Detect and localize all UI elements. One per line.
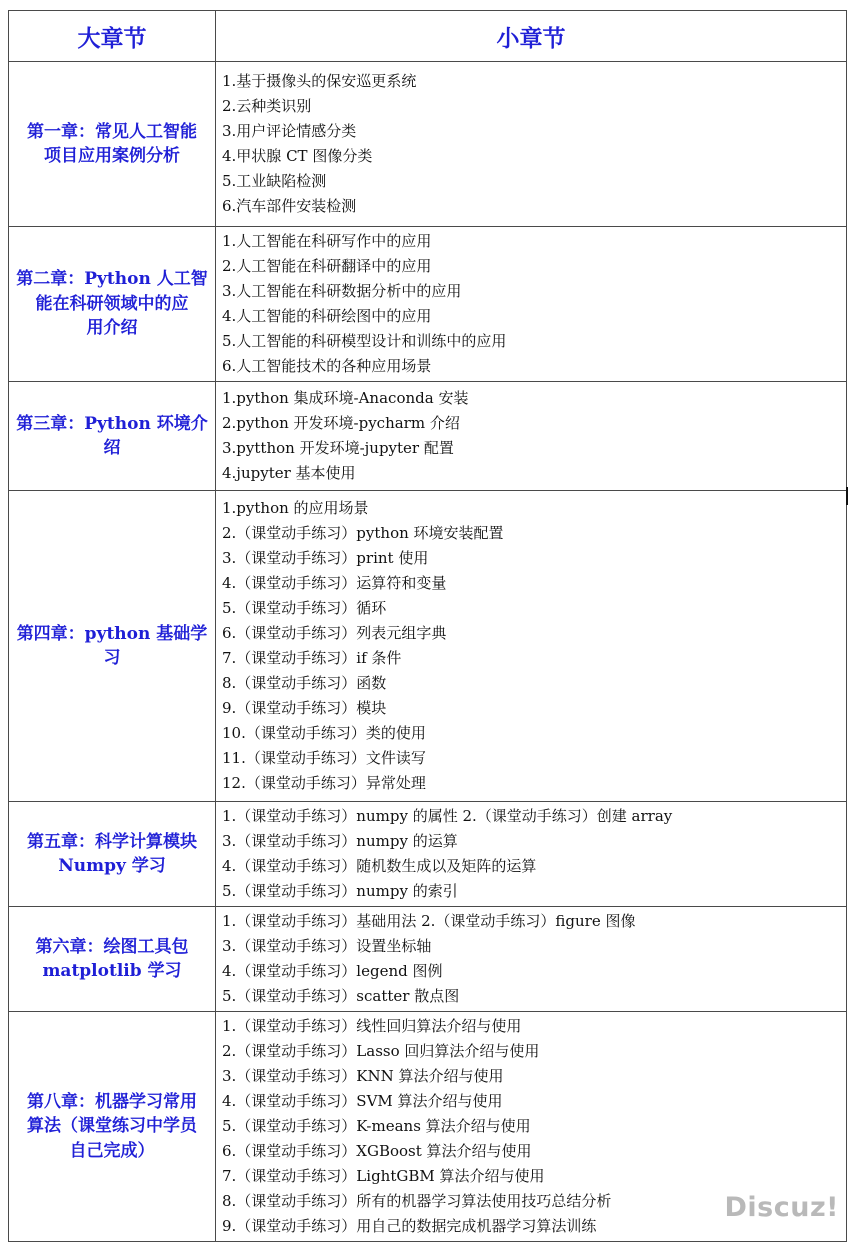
section-item: 4.jupyter 基本使用 (222, 464, 356, 482)
section-item: 4.甲状腺 CT 图像分类 (222, 147, 373, 165)
chapter-title-line: 第六章：绘图工具包 (35, 936, 189, 957)
section-item: 1.（课堂动手练习）numpy 的属性 2.（课堂动手练习）创建 array (222, 807, 673, 825)
chapter-row (9, 802, 847, 907)
section-list (216, 907, 847, 1012)
section-list (216, 802, 847, 907)
chapter-title-line: 第二章：Python 人工智 (16, 269, 208, 290)
section-item: 5.（课堂动手练习）循环 (222, 599, 387, 617)
chapter-row (9, 1012, 847, 1242)
section-item: 2.python 开发环境-pycharm 介绍 (222, 414, 460, 432)
chapter-row (9, 62, 847, 227)
chapter-title (9, 227, 216, 382)
section-item: 1.python 集成环境-Anaconda 安装 (222, 389, 469, 407)
section-item: 1.python 的应用场景 (222, 499, 369, 517)
section-item: 5.（课堂动手练习）numpy 的索引 (222, 882, 458, 900)
section-list (216, 491, 847, 802)
section-item: 2.人工智能在科研翻译中的应用 (222, 257, 432, 275)
chapter-title (9, 62, 216, 227)
section-item: 6.人工智能技术的各种应用场景 (222, 357, 432, 375)
chapter-title-line: 第八章：机器学习常用 (27, 1091, 197, 1112)
chapter-title-line: 第五章：科学计算模块 (27, 831, 197, 852)
section-item: 1.基于摄像头的保安巡更系统 (222, 72, 417, 90)
edge-mark (846, 487, 848, 505)
section-item: 4.（课堂动手练习）legend 图例 (222, 962, 443, 980)
section-item: 2.（课堂动手练习）python 环境安装配置 (222, 524, 504, 542)
section-item: 1.（课堂动手练习）基础用法 2.（课堂动手练习）figure 图像 (222, 912, 636, 930)
section-item: 9.（课堂动手练习）模块 (222, 699, 387, 717)
section-item: 4.（课堂动手练习）运算符和变量 (222, 574, 447, 592)
section-item: 3.（课堂动手练习）numpy 的运算 (222, 832, 458, 850)
section-item: 3.用户评论情感分类 (222, 122, 357, 140)
section-item: 12.（课堂动手练习）异常处理 (222, 774, 426, 792)
section-item: 5.（课堂动手练习）scatter 散点图 (222, 987, 460, 1005)
section-list (216, 227, 847, 382)
chapter-row (9, 382, 847, 491)
section-item: 3.（课堂动手练习）print 使用 (222, 549, 429, 567)
section-item: 8.（课堂动手练习）函数 (222, 674, 387, 692)
section-item: 2.云种类识别 (222, 97, 312, 115)
section-list (216, 62, 847, 227)
chapter-title (9, 907, 216, 1012)
section-item: 5.人工智能的科研模型设计和训练中的应用 (222, 332, 507, 350)
chapter-title-line: matplotlib 学习 (42, 961, 182, 981)
chapter-title-line: 第一章：常见人工智能 (27, 121, 197, 142)
header-row (9, 11, 847, 62)
discuz-watermark: Discuz! (724, 1192, 839, 1223)
section-item: 1.（课堂动手练习）线性回归算法介绍与使用 (222, 1017, 522, 1035)
chapter-title (9, 802, 216, 907)
section-item: 9.（课堂动手练习）用自己的数据完成机器学习算法训练 (222, 1217, 597, 1235)
section-item: 4.人工智能的科研绘图中的应用 (222, 307, 432, 325)
section-item: 3.（课堂动手练习）设置坐标轴 (222, 937, 432, 955)
section-item: 3.pytthon 开发环境-jupyter 配置 (222, 439, 454, 457)
chapter-title (9, 1012, 216, 1242)
section-item: 7.（课堂动手练习）LightGBM 算法介绍与使用 (222, 1167, 545, 1185)
section-item: 6.（课堂动手练习）XGBoost 算法介绍与使用 (222, 1142, 532, 1160)
chapter-title (9, 491, 216, 802)
section-item: 11.（课堂动手练习）文件读写 (222, 749, 426, 767)
course-outline-table (8, 10, 847, 1242)
section-item: 1.人工智能在科研写作中的应用 (222, 232, 432, 250)
chapter-title-line: 算法（课堂练习中学员 (27, 1116, 197, 1137)
section-item: 7.（课堂动手练习）if 条件 (222, 649, 402, 667)
section-item: 4.（课堂动手练习）SVM 算法介绍与使用 (222, 1092, 503, 1110)
chapter-title (9, 382, 216, 491)
section-item: 6.汽车部件安装检测 (222, 197, 357, 215)
chapter-title-line: Numpy 学习 (58, 856, 166, 876)
section-item: 5.工业缺陷检测 (222, 172, 327, 190)
chapter-row (9, 907, 847, 1012)
section-item: 8.（课堂动手练习）所有的机器学习算法使用技巧总结分析 (222, 1192, 612, 1210)
chapter-title-line: 习 (103, 648, 121, 668)
chapter-title-line: 自己完成） (69, 1140, 155, 1161)
header-major-chapter: 大章节 (9, 11, 216, 62)
chapter-title-line: 能在科研领域中的应 (35, 293, 189, 314)
chapter-title-line: 绍 (103, 438, 121, 458)
chapter-row (9, 227, 847, 382)
chapter-title-line: 项目应用案例分析 (44, 146, 180, 166)
section-item: 2.（课堂动手练习）Lasso 回归算法介绍与使用 (222, 1042, 540, 1060)
chapter-title-line: 第三章：Python 环境介 (16, 413, 208, 434)
section-item: 4.（课堂动手练习）随机数生成以及矩阵的运算 (222, 857, 537, 875)
section-item: 3.人工智能在科研数据分析中的应用 (222, 282, 462, 300)
chapter-row (9, 491, 847, 802)
section-list (216, 382, 847, 491)
section-item: 3.（课堂动手练习）KNN 算法介绍与使用 (222, 1067, 504, 1085)
header-minor-section: 小章节 (216, 11, 847, 62)
chapter-title-line: 用介绍 (86, 318, 138, 339)
section-item: 6.（课堂动手练习）列表元组字典 (222, 624, 447, 642)
section-item: 5.（课堂动手练习）K-means 算法介绍与使用 (222, 1117, 531, 1135)
chapter-title-line: 第四章：python 基础学 (16, 623, 208, 644)
section-item: 10.（课堂动手练习）类的使用 (222, 724, 426, 742)
